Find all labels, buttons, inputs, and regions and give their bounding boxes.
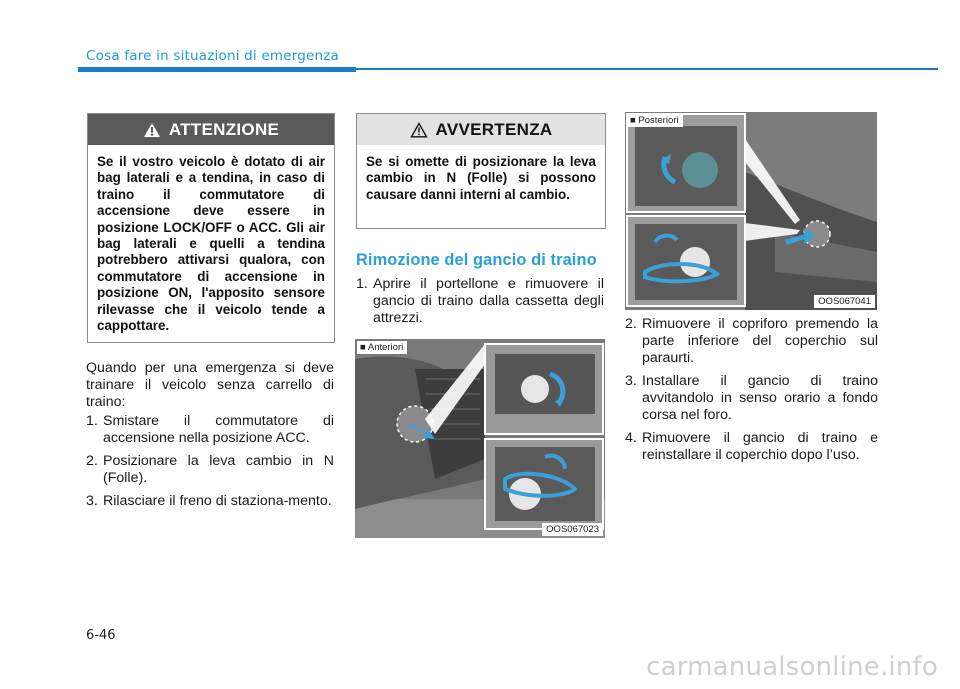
step-text: Rilasciare il freno di staziona-mento.: [103, 493, 332, 509]
step-number: 4.: [625, 430, 637, 446]
page-number: 6-46: [86, 628, 116, 643]
front-tow-hook-illustration: [355, 339, 605, 538]
avvertenza-box: [356, 113, 606, 229]
list-item: [356, 276, 604, 327]
step-number: 2.: [625, 316, 637, 332]
warning-triangle-icon: [143, 122, 161, 138]
step-text: Installare il gancio di traino avvitandolo in senso orario a fondo corsa nel foro.: [642, 373, 878, 423]
figure-front-label: ■ Anteriori: [357, 341, 407, 354]
figure-front: [355, 339, 605, 538]
warning-triangle-outline-icon: [410, 122, 428, 138]
figure-rear-code: OOS067041: [814, 295, 875, 308]
step-text: Rimuovere il copriforo premendo la parte inferiore del coperchio sul paraurti.: [642, 316, 878, 366]
step-number: 2.: [86, 453, 98, 469]
header-rule-thin: [356, 68, 938, 70]
figure-rear-label: ■ Posteriori: [627, 114, 683, 127]
attenzione-body: Se il vostro veicolo è dotato di air bag laterali e a tendina, in caso di traino il commutatore di accensione deve essere in posizione LOCK/OFF o ACC. Gli air bag laterali e quelli a tendina potrebbero attivarsi qualora, con commutatore di accensione in posizione ON, l'apposito sensore rilevasse che il veicolo tende a cappottare.: [97, 154, 325, 334]
attenzione-box: [87, 113, 335, 343]
step-number: 1.: [86, 413, 98, 429]
middle-steps: [356, 276, 604, 333]
step-text: Aprire il portellone e rimuovere il gancio di traino dalla cassetta degli attrezzi.: [373, 276, 604, 326]
step-number: 3.: [625, 373, 637, 389]
header-rule-thick: [78, 67, 356, 72]
figure-rear: [625, 112, 877, 310]
step-number: 1.: [356, 276, 368, 292]
left-steps: [86, 413, 334, 516]
step-number: 3.: [86, 493, 98, 509]
watermark: carmanualsonline.info: [646, 652, 938, 682]
intro-paragraph: Quando per una emergenza si deve trainare il veicolo senza carrello di traino:: [86, 360, 334, 410]
remove-hook-heading: Rimozione del gancio di traino: [356, 251, 597, 269]
figure-front-code: OOS067023: [542, 523, 603, 536]
right-steps: [625, 316, 878, 470]
avvertenza-title: AVVERTENZA: [435, 119, 553, 139]
avvertenza-body: Se si omette di posizionare la leva cambio in N (Folle) si possono causare danni interni al cambio.: [366, 154, 596, 202]
list-item: [625, 316, 878, 367]
list-item: [625, 430, 878, 464]
step-text: Rimuovere il gancio di traino e reinstallare il coperchio dopo l’uso.: [642, 430, 878, 463]
list-item: [86, 493, 334, 510]
avvertenza-header: [357, 114, 605, 145]
step-text: Smistare il commutatore di accensione nella posizione ACC.: [103, 413, 334, 446]
section-title: Cosa fare in situazioni di emergenza: [86, 48, 340, 64]
list-item: [86, 453, 334, 487]
list-item: [625, 373, 878, 424]
step-text: Posizionare la leva cambio in N (Folle).: [103, 453, 334, 486]
attenzione-title: ATTENZIONE: [168, 119, 280, 139]
attenzione-header: [88, 114, 334, 145]
list-item: [86, 413, 334, 447]
rear-tow-hook-illustration: [625, 112, 877, 310]
